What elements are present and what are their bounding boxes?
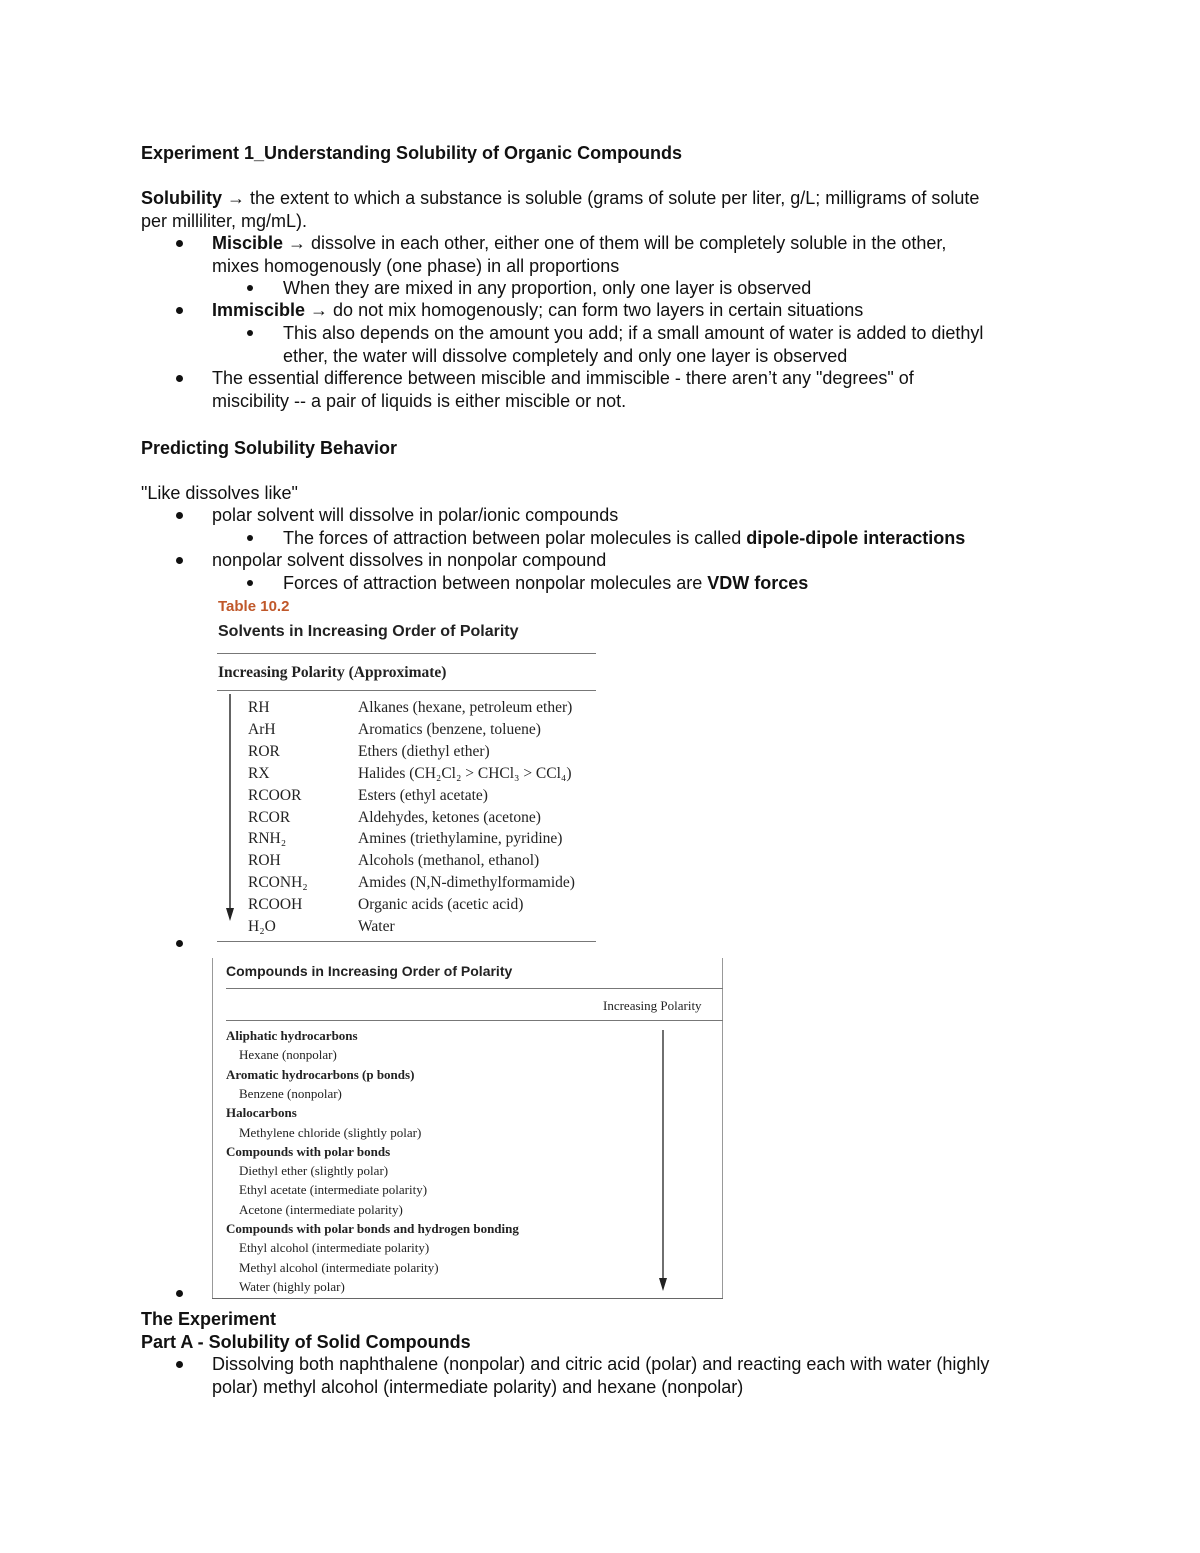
- table1-formula: ROH: [248, 852, 281, 870]
- solubility-definition: [141, 187, 979, 209]
- solubility-def-line2: per milliliter, mg/mL).: [141, 211, 308, 231]
- table2-rule-top: [226, 988, 723, 989]
- nonpolar-sub: [283, 572, 808, 594]
- bullet: [176, 557, 183, 564]
- table2-compound: Methylene chloride (slightly polar): [239, 1124, 422, 1140]
- down-arrow-icon: [655, 1028, 671, 1294]
- solubility-term: Solubility: [141, 188, 222, 208]
- table1-description: Amines (triethylamine, pyridine): [358, 830, 563, 848]
- nonpolar-sub-bold: VDW forces: [707, 573, 809, 593]
- section-heading-experiment: The Experiment: [141, 1309, 277, 1329]
- immiscible-item: [212, 299, 863, 321]
- table1-formula: ROR: [248, 742, 280, 760]
- page-title: Experiment 1_Understanding Solubility of Organic Compounds: [141, 143, 683, 163]
- table1-formula: RCOOR: [248, 786, 302, 804]
- table1-formula: RCONH₂: [248, 874, 308, 892]
- like-dissolves-like: "Like dissolves like": [141, 483, 298, 503]
- table1-header: Increasing Polarity (Approximate): [218, 664, 447, 681]
- table1-rule-header: [217, 690, 596, 691]
- table1-description: Ethers (diethyl ether): [358, 742, 490, 760]
- miscible-term: Miscible: [212, 233, 284, 253]
- immiscible-sub-line1: This also depends on the amount you add; if a small amount of water is added to diethyl: [283, 323, 984, 343]
- bullet: [176, 1290, 183, 1297]
- experiment-line1: Dissolving both naphthalene (nonpolar) and citric acid (polar) and reacting each with water (highly: [212, 1354, 990, 1374]
- miscible-line2: mixes homogenously (one phase) in all proportions: [212, 256, 620, 276]
- table2-compound: Water (highly polar): [239, 1278, 345, 1294]
- immiscible-sub-line2: ether, the water will dissolve completely and only one layer is observed: [283, 346, 848, 366]
- table1-formula: RCOOH: [248, 896, 303, 914]
- table1-description: Aromatics (benzene, toluene): [358, 720, 541, 738]
- table2-compound: Ethyl alcohol (intermediate polarity): [239, 1240, 430, 1256]
- table2-category: Aromatic hydrocarbons (p bonds): [226, 1066, 415, 1082]
- experiment-line2: polar) methyl alcohol (intermediate polarity) and hexane (nonpolar): [212, 1377, 744, 1397]
- polar-sub-text: The forces of attraction between polar molecules is called: [283, 528, 747, 548]
- table2-rule-bottom: [212, 1298, 723, 1299]
- polar-item: polar solvent will dissolve in polar/ionic compounds: [212, 505, 619, 525]
- sub-bullet: [247, 285, 253, 291]
- sub-bullet: [247, 580, 253, 586]
- table2-compound: Acetone (intermediate polarity): [239, 1201, 403, 1217]
- miscible-line1: → dissolve in each other, either one of them will be completely soluble in the other,: [283, 233, 947, 253]
- down-arrow-icon: [222, 692, 238, 924]
- table1-formula: H₂O: [248, 918, 276, 935]
- table2-compound: Ethyl acetate (intermediate polarity): [239, 1182, 428, 1198]
- table1-formula: RNH₂: [248, 830, 287, 848]
- table2-category: Aliphatic hydrocarbons: [226, 1028, 358, 1043]
- table2-header: Increasing Polarity: [603, 998, 702, 1013]
- table2-category: Halocarbons: [226, 1105, 297, 1121]
- table1-description: Aldehydes, ketones (acetone): [358, 808, 541, 826]
- solubility-def-line1: → the extent to which a substance is soluble (grams of solute per liter, g/L; milligrams of solute: [222, 188, 980, 208]
- table2-compound: Methyl alcohol (intermediate polarity): [239, 1259, 439, 1275]
- immiscible-term: Immiscible: [212, 300, 306, 320]
- table2-rule-header: [226, 1020, 723, 1021]
- miscible-item: [212, 232, 946, 254]
- table1-formula: RX: [248, 764, 270, 782]
- bullet: [176, 940, 183, 947]
- sub-bullet: [247, 330, 253, 336]
- immiscible-line1: → do not mix homogenously; can form two layers in certain situations: [305, 300, 864, 320]
- sub-bullet: [247, 535, 253, 541]
- table1-formula: ArH: [248, 720, 276, 738]
- table1-title: Solvents in Increasing Order of Polarity: [218, 623, 519, 640]
- nonpolar-sub-text: Forces of attraction between nonpolar molecules are: [283, 573, 708, 593]
- table2-compound: Benzene (nonpolar): [239, 1085, 342, 1101]
- polar-sub-bold: dipole-dipole interactions: [746, 528, 966, 548]
- table2-compound: Diethyl ether (slightly polar): [239, 1163, 389, 1179]
- table2-title: Compounds in Increasing Order of Polarity: [226, 963, 513, 979]
- table1-description: Organic acids (acetic acid): [358, 896, 524, 914]
- bullet: [176, 307, 183, 314]
- table-label: Table 10.2: [218, 598, 290, 615]
- figure-right-border: [722, 958, 723, 1298]
- bullet: [176, 240, 183, 247]
- table2-category: Compounds with polar bonds: [226, 1143, 391, 1159]
- polar-sub: [283, 527, 965, 549]
- table1-description: Amides (N,N-dimethylformamide): [358, 874, 575, 892]
- bullet: [176, 375, 183, 382]
- table2-category: Compounds with polar bonds and hydrogen bonding: [226, 1221, 519, 1236]
- table1-formula: RCOR: [248, 808, 291, 826]
- bullet: [176, 1361, 183, 1368]
- part-a-heading: Part A - Solubility of Solid Compounds: [141, 1332, 471, 1352]
- table1-formula: RH: [248, 699, 270, 716]
- miscible-sub: When they are mixed in any proportion, only one layer is observed: [283, 278, 812, 298]
- table1-rule-bottom: [217, 941, 596, 942]
- bullet: [176, 512, 183, 519]
- table1-description: Water: [358, 918, 395, 935]
- nonpolar-item: nonpolar solvent dissolves in nonpolar compound: [212, 550, 607, 570]
- table1-description: Alkanes (hexane, petroleum ether): [358, 699, 573, 716]
- section-heading-predicting: Predicting Solubility Behavior: [141, 438, 398, 458]
- table1-description: Esters (ethyl acetate): [358, 786, 488, 804]
- table1-description: Halides (CH₂Cl₂ > CHCl₃ > CCl₄): [358, 764, 572, 782]
- figure-left-border: [212, 958, 213, 1298]
- table2-compound: Hexane (nonpolar): [239, 1047, 337, 1063]
- difference-line2: miscibility -- a pair of liquids is either miscible or not.: [212, 391, 627, 411]
- table1-description: Alcohols (methanol, ethanol): [358, 852, 540, 870]
- difference-line1: The essential difference between miscible and immiscible - there aren’t any "degrees" of: [212, 368, 914, 388]
- table1-rule-top: [217, 653, 596, 654]
